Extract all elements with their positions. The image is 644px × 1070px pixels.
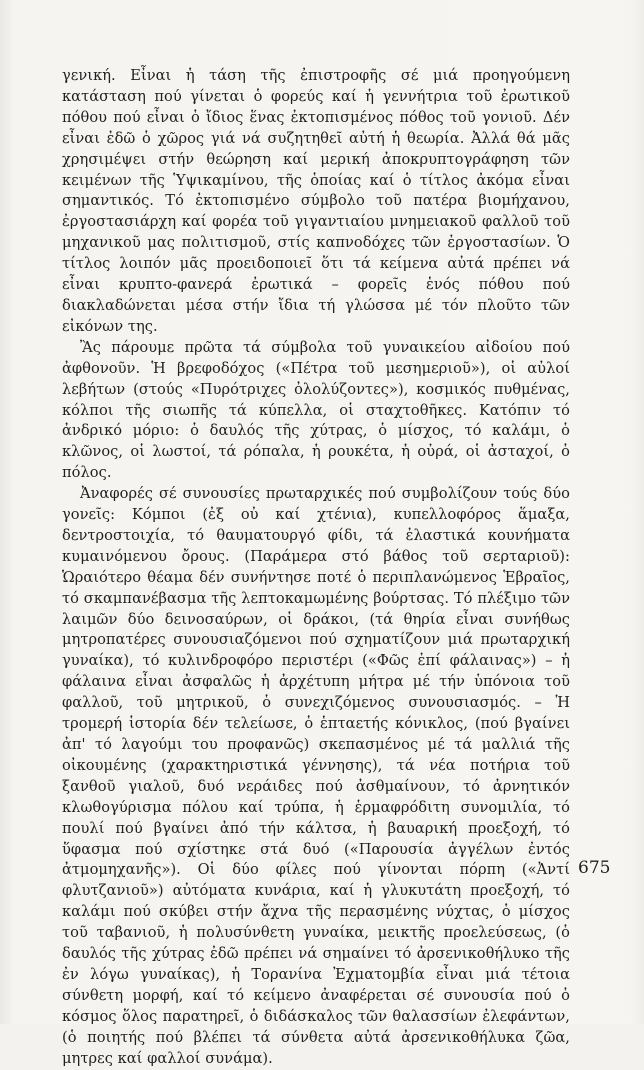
page-number: 675 [578, 858, 611, 878]
paragraph-3: Ἀναφορές σέ συνουσίες πρωταρχικές πού συμβολίζουν τούς δύο γονεῖς: Κόμποι (ἐξ οὐ καί χτένια), κυπελλοφόρος ἅμαξα, δεντροστοιχία, τό θαυματουργό φίδι, τά ἐλαστικά κουνήματα κυμαινόμενου ὄρους. (Παράμερα στό βάθος τοῦ σερταριοῦ): Ὡραιότερο θέαμα δέν συνήντησε ποτέ ὁ περιπλανώμενος Ἑβραῖος, τό σκαμπανέβασμα τῆς λεπτοκαμωμένης βούρτσας. Τό πλέξιμο τῶν λαιμῶν δύο δεινοσαύρων, οἱ δράκοι, (τά θηρία εἶναι συνήθως μητροπατέρες συνουσιαζόμενοι πού σχηματίζουν μιά πρωταρχική γυναίκα), τό κυλινδροφόρο περιστέρι («Φῶς ἐπί φάλαινας») – ἡ φάλαινα εἶναι ἀσφαλῶς ἡ ἀρχέτυπη μήτρα μέ τήν ὑπόνοια τοῦ φαλλοῦ, τοῦ μητρικοῦ, ὁ συνεχιζόμενος συνουσιασμός. – Ἡ τρομερή ἱστορία δέν τελείωσε, ὁ ἑπταετής κόνικλος, (πού βγαίνει ἀπ' τό λαγούμι του προφανῶς) σκεπασμένος μέ τά μαλλιά τῆς οἰκουμένης (χαρακτηριστικά γέννησης), τά νέα ποτήρια τοῦ ξανθοῦ γιαλοῦ, δυό νεράιδες πού ἀσθμαίνουν, τό ἀρνητικόν κλωθογύρισμα πόλου καί τρύπα, ἡ ἑρμαφρόδιτη συνομιλία, τό πουλί πού βγαίνει ἀπό τήν κάλτσα, ἡ βαυαρική προεξοχή, τό ὕφασμα πού σχίστηκε στά δυό («Παρουσία ἀγγέλων ἐντός ἀτμομηχανῆς»). Οἱ δύο φίλες πού γίνονται πόρπη («Ἀντί φλυτζανιοῦ») αὐτόματα κυνάρια, καί ἡ γλυκυτάτη προεξοχή, τό καλάμι πού σκύβει στήν ἄχνα τῆς περασμένης νύχτας, ὁ μίσχος τοῦ ταβανιοῦ, ἡ πολυσύνθετη γυναίκα, μεικτῆς προελεύσεως, (ὁ δαυλός τῆς χύτρας ἐδῶ πρέπει νά σημαίνει τό ἀρσενικοθήλυκο τῆς ἐν λόγω γυναίκας), ἡ Τορανίνα Ἐχματομβία εἶναι μιά τέτοια σύνθετη μορφή, καί τό κείμενο ἀναφέρεται σέ συνουσία πού ὁ κόσμος ὅλος παρατηρεῖ, ὁ διδάσκαλος τῶν θαλασσίων ἐλεφάντων, (ὁ ποιητής πού βλέπει τά σύνθετα αὐτά ἀρσενικοθήλυκα ζῶα, μητρες καί φαλλοί συνάμα). [62, 485, 570, 1067]
paragraph-2: Ἂς πάρουμε πρῶτα τά σύμβολα τοῦ γυναικείου αἰδοίου πού ἀφθονοῦν. Ἡ βρεφοδόχος («Πέτρα τοῦ μεσημεριοῦ»), οἱ αὐλοί λεβήτων (στούς «Πυρότριχες ὀλολύζοντες»), κοσμικός πυθμένας, κόλποι τῆς σιωπῆς τά κύπελλα, οἱ σταχτοθῆκες. Κατόπιν τό ἀνδρικό μόριο: ὁ δαυλός τῆς χύτρας, ὁ μίσχος, τό καλάμι, ὁ κλῶνος, οἱ λωστοί, τά ρόπαλα, ἡ ρουκέτα, ἡ οὐρά, οἱ ἀσταχοί, ὁ πόλος. [62, 338, 570, 482]
paragraph-1: γενική. Εἶναι ἡ τάση τῆς ἐπιστροφῆς σέ μιά προηγούμενη κατάσταση πού γίνεται ὁ φορεύς καί ἡ γεννήτρια τοῦ ἐρωτικοῦ πόθου πού εἶναι ὁ ἴδιος ἕνας ἐκτοπισμένος πόθος τοῦ γονιοῦ. Δέν εἶναι ἐδῶ ὁ χῶρος γιά νά συζητηθεῖ αὐτή ἡ θεωρία. Ἀλλά θά μᾶς χρησιμέψει στήν θεώρηση καί μερική ἀποκρυπτογράφηση τῶν κειμένων τῆς Ὑψικαμίνου, τῆς ὁποίας καί ὁ τίτλος ἀκόμα εἶναι σημαντικός. Τό ἐκτοπισμένο σύμβολο τοῦ πατέρα βιομήχανου, ἐργοστασιάρχη καί φορέα τοῦ γιγαντιαίου μνημειακοῦ φαλλοῦ τοῦ μηχανικοῦ μας πολιτισμοῦ, στίς καπνοδόχες τῶν ἐργοστασίων. Ὁ τίτλος λοιπόν μᾶς προειδοποιεῖ ὅτι τά κείμενα αὐτά πρέπει νά εἶναι κρυπτο-φανερά ἐρωτικά – φορεῖς ἑνός πόθου πού διακλαδώνεται μέσα στήν ἴδια τή γλώσσα μέ τόν πλοῦτο τῶν εἰκόνων της. [62, 67, 570, 335]
body-text [62, 66, 570, 1070]
